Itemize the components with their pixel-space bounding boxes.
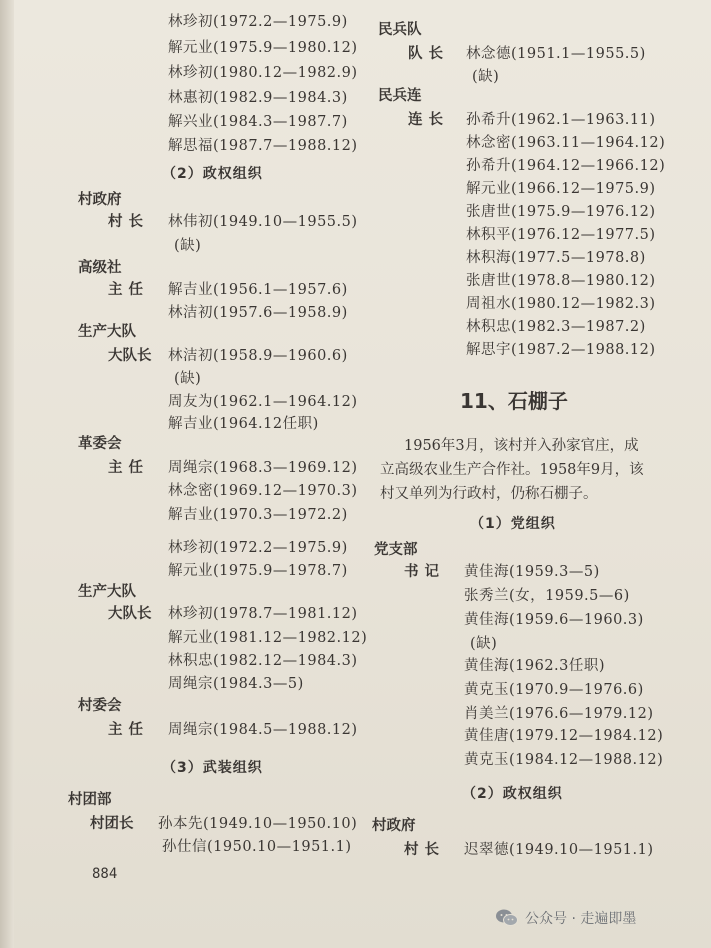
entry: 黄克玉(1970.9—1976.6) (464, 682, 644, 698)
entry-note: (缺) (174, 238, 202, 254)
entry: 林惠初(1982.9—1984.3) (168, 90, 348, 106)
entry: 林洁初(1958.9—1960.6) (168, 348, 348, 364)
entry: 解元业(1966.12—1975.9) (466, 181, 656, 197)
wechat-icon (495, 907, 519, 929)
watermark (495, 904, 636, 932)
entry: 林伟初(1949.10—1955.5) (168, 214, 358, 230)
watermark-text: 公众号 · 走遍即墨 (525, 911, 637, 927)
entry: 解吉业(1956.1—1957.6) (168, 282, 348, 298)
entry: 黄佳海(1959.6—1960.3) (464, 612, 644, 628)
unit-heading: 村政府 (78, 192, 122, 208)
entry: 周友为(1962.1—1964.12) (168, 394, 358, 410)
role-label: 村长 (108, 214, 149, 230)
book-gutter-shadow (0, 0, 14, 948)
entry: 林积平(1976.12—1977.5) (466, 227, 656, 243)
entry: 周绳宗(1968.3—1969.12) (168, 460, 358, 476)
unit-heading: 党支部 (374, 542, 418, 558)
unit-heading: 村政府 (372, 818, 416, 834)
entry: 林珍初(1978.7—1981.12) (168, 606, 358, 622)
section-heading: （1）党组织 (470, 516, 556, 532)
entry: 周绳宗(1984.3—5) (168, 676, 304, 692)
entry: 肖美兰(1976.6—1979.12) (464, 706, 654, 722)
entry: 林洁初(1957.6—1958.9) (168, 305, 348, 321)
unit-heading: 民兵队 (378, 22, 422, 38)
role-label: 大队长 (108, 348, 152, 364)
role-label: 村团长 (90, 816, 134, 832)
role-label: 主任 (108, 722, 149, 738)
role-label: 主任 (108, 460, 149, 476)
entry: 黄佳海(1962.3任职) (464, 658, 606, 674)
role-label: 主任 (108, 282, 149, 298)
role-label: 大队长 (108, 606, 152, 622)
entry: 林念密(1963.11—1964.12) (466, 135, 666, 151)
intro-line: 立高级农业生产合作社。1958年9月，该 (380, 462, 644, 478)
entry: 解吉业(1970.3—1972.2) (168, 507, 348, 523)
role-label: 连长 (408, 112, 449, 128)
entry: 孙希升(1962.1—1963.11) (466, 112, 656, 128)
entry: 张唐世(1978.8—1980.12) (466, 273, 656, 289)
entry: 解思宇(1987.2—1988.12) (466, 342, 656, 358)
role-label: 队长 (408, 46, 449, 62)
unit-heading: 民兵连 (378, 88, 422, 104)
entry: 孙仕信(1950.10—1951.1) (162, 839, 352, 855)
unit-heading: 革委会 (78, 436, 122, 452)
entry: 黄克玉(1984.12—1988.12) (464, 752, 664, 768)
entry: 张唐世(1975.9—1976.12) (466, 204, 656, 220)
unit-heading: 生产大队 (78, 324, 136, 340)
entry: 解元业(1975.9—1980.12) (168, 40, 358, 56)
section-heading: （2）政权组织 (462, 786, 563, 802)
entry: 周绳宗(1984.5—1988.12) (168, 722, 358, 738)
role-label: 村长 (404, 842, 445, 858)
entry: 解元业(1981.12—1982.12) (168, 630, 368, 646)
unit-heading: 生产大队 (78, 584, 136, 600)
intro-line: 村又单列为行政村，仍称石棚子。 (380, 486, 598, 502)
entry-note: (缺) (472, 69, 500, 85)
entry: 孙希升(1964.12—1966.12) (466, 158, 666, 174)
unit-heading: 村团部 (68, 792, 112, 808)
entry: 黄佳海(1959.3—5) (464, 564, 600, 580)
entry: 林积忠(1982.12—1984.3) (168, 653, 358, 669)
entry: 林珍初(1972.2—1975.9) (168, 540, 348, 556)
entry: 迟翠德(1949.10—1951.1) (464, 842, 654, 858)
intro-line: 1956年3月，该村并入孙家官庄，成 (404, 438, 639, 454)
entry: 周祖水(1980.12—1982.3) (466, 296, 656, 312)
entry: 孙本先(1949.10—1950.10) (158, 816, 358, 832)
page-number: 884 (92, 866, 118, 882)
entry: 林珍初(1972.2—1975.9) (168, 14, 348, 30)
entry: 解思福(1987.7—1988.12) (168, 138, 358, 154)
entry: 黄佳唐(1979.12—1984.12) (464, 728, 664, 744)
entry: 解兴业(1984.3—1987.7) (168, 114, 348, 130)
entry-note: (缺) (470, 636, 498, 652)
entry: 林珍初(1980.12—1982.9) (168, 65, 358, 81)
unit-heading: 高级社 (78, 260, 122, 276)
entry: 林积忠(1982.3—1987.2) (466, 319, 646, 335)
entry-note: (缺) (174, 371, 202, 387)
entry: 林积海(1977.5—1978.8) (466, 250, 646, 266)
entry: 林念密(1969.12—1970.3) (168, 483, 358, 499)
section-heading: （3）武装组织 (162, 760, 263, 776)
entry: 解吉业(1964.12任职) (168, 416, 319, 432)
section-heading: （2）政权组织 (162, 166, 263, 182)
entry: 林念德(1951.1—1955.5) (466, 46, 646, 62)
role-label: 书记 (404, 564, 445, 580)
entry: 张秀兰(女，1959.5—6) (464, 588, 630, 604)
unit-heading: 村委会 (78, 698, 122, 714)
entry: 解元业(1975.9—1978.7) (168, 563, 348, 579)
village-title: 11、石棚子 (460, 389, 568, 413)
